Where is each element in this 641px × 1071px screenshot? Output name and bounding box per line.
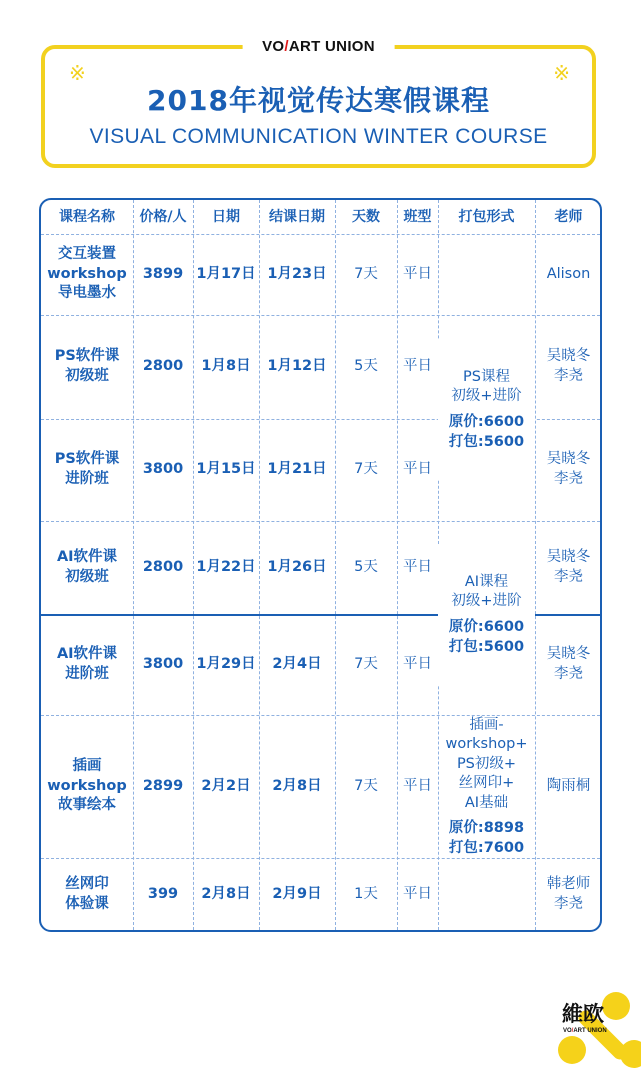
course-days: 5天 xyxy=(354,358,378,375)
brand-slash: / xyxy=(284,38,289,55)
logo-en-text xyxy=(563,1028,607,1034)
course-days: 7天 xyxy=(354,656,378,673)
logo-brand-slash: / xyxy=(571,1028,574,1034)
course-end-date: 1月21日 xyxy=(267,461,327,478)
package-desc: AI课程 初级+进阶 xyxy=(451,573,522,610)
course-class-type: 平日 xyxy=(403,265,432,282)
course-days: 7天 xyxy=(354,777,378,794)
course-days: 5天 xyxy=(354,558,378,575)
course-teacher: 吴晓冬 李尧 xyxy=(546,646,591,682)
course-price: 399 xyxy=(147,886,179,903)
header-price: 价格/人 xyxy=(139,208,187,225)
course-name: 交互装置 workshop 导电墨水 xyxy=(47,246,127,302)
course-name: AI软件课 初级班 xyxy=(56,548,118,585)
logo-circle xyxy=(602,992,630,1020)
course-days: 1天 xyxy=(354,886,378,903)
course-teacher: 陶雨桐 xyxy=(546,777,591,794)
course-start-date: 1月22日 xyxy=(196,558,256,575)
vo-art-union-logo xyxy=(556,988,641,1071)
course-end-date: 1月23日 xyxy=(267,265,327,282)
brand-suffix: ART UNION xyxy=(288,38,375,55)
package-desc: 插画- workshop+ PS初级+ 丝网印+ AI基础 xyxy=(445,716,528,811)
package-price: 原价:6600 打包:5600 xyxy=(448,619,525,655)
course-price: 3800 xyxy=(142,656,184,673)
course-end-date: 2月4日 xyxy=(272,656,322,673)
course-start-date: 2月8日 xyxy=(201,886,251,903)
page-title-cn: 2018年视觉传达寒假课程 xyxy=(147,84,490,117)
course-end-date: 1月26日 xyxy=(267,558,327,575)
course-teacher: 吴晓冬 李尧 xyxy=(546,348,591,384)
header-teacher: 老师 xyxy=(554,208,583,225)
header-end-date: 结课日期 xyxy=(269,208,325,225)
course-end-date: 2月9日 xyxy=(272,886,322,903)
course-class-type: 平日 xyxy=(403,777,432,794)
course-start-date: 1月8日 xyxy=(201,358,251,375)
course-class-type: 平日 xyxy=(403,886,432,903)
course-price: 3899 xyxy=(142,265,184,282)
course-class-type: 平日 xyxy=(403,656,432,673)
course-end-date: 2月8日 xyxy=(272,777,322,794)
star-right-icon: ※ xyxy=(553,61,570,85)
package-illustration xyxy=(438,716,535,858)
header-class-type: 班型 xyxy=(403,208,432,225)
course-price: 3800 xyxy=(142,461,184,478)
course-name: PS软件课 初级班 xyxy=(54,348,120,384)
package-price: 原价:8898 打包:7600 xyxy=(448,820,525,856)
package-ai xyxy=(438,545,535,685)
course-price: 2899 xyxy=(142,777,184,794)
course-start-date: 1月17日 xyxy=(196,265,256,282)
star-left-icon: ※ xyxy=(69,61,86,85)
course-teacher: Alison xyxy=(546,265,591,282)
course-teacher: 吴晓冬 李尧 xyxy=(546,451,591,487)
package-price: 原价:6600 打包:5600 xyxy=(448,414,525,450)
course-table xyxy=(39,198,602,932)
course-name: AI软件课 进阶班 xyxy=(56,646,118,682)
course-class-type: 平日 xyxy=(403,461,432,478)
course-class-type: 平日 xyxy=(403,558,432,575)
course-days: 7天 xyxy=(354,461,378,478)
page-title-en: VISUAL COMMUNICATION WINTER COURSE xyxy=(89,125,548,148)
course-teacher: 韩老师 李尧 xyxy=(546,876,591,912)
course-price: 2800 xyxy=(142,358,184,375)
course-price: 2800 xyxy=(142,558,184,575)
header-package: 打包形式 xyxy=(458,208,515,225)
course-start-date: 1月29日 xyxy=(196,656,256,673)
course-name: 插画 workshop 故事绘本 xyxy=(47,758,127,814)
logo-brand-suffix: ART UNION xyxy=(573,1028,607,1034)
header-date: 日期 xyxy=(212,208,240,225)
brand-prefix: VO xyxy=(262,38,285,55)
course-start-date: 1月15日 xyxy=(196,461,256,478)
course-class-type: 平日 xyxy=(403,358,432,375)
logo-brand-prefix: VO xyxy=(563,1028,572,1034)
course-name: 丝网印 体验课 xyxy=(65,876,109,912)
brand-tag xyxy=(242,38,395,55)
header-days: 天数 xyxy=(352,208,380,225)
logo-cn-text: 維欧 xyxy=(562,1002,604,1026)
course-start-date: 2月2日 xyxy=(201,777,251,794)
package-ps xyxy=(438,340,535,480)
header-box xyxy=(41,38,596,168)
course-name: PS软件课 进阶班 xyxy=(54,451,120,487)
header-course-name: 课程名称 xyxy=(59,208,115,225)
course-teacher: 吴晓冬 李尧 xyxy=(546,548,591,585)
logo-circle xyxy=(558,1036,586,1064)
course-days: 7天 xyxy=(354,265,378,282)
course-end-date: 1月12日 xyxy=(267,358,327,375)
package-desc: PS课程 初级+进阶 xyxy=(451,368,522,405)
